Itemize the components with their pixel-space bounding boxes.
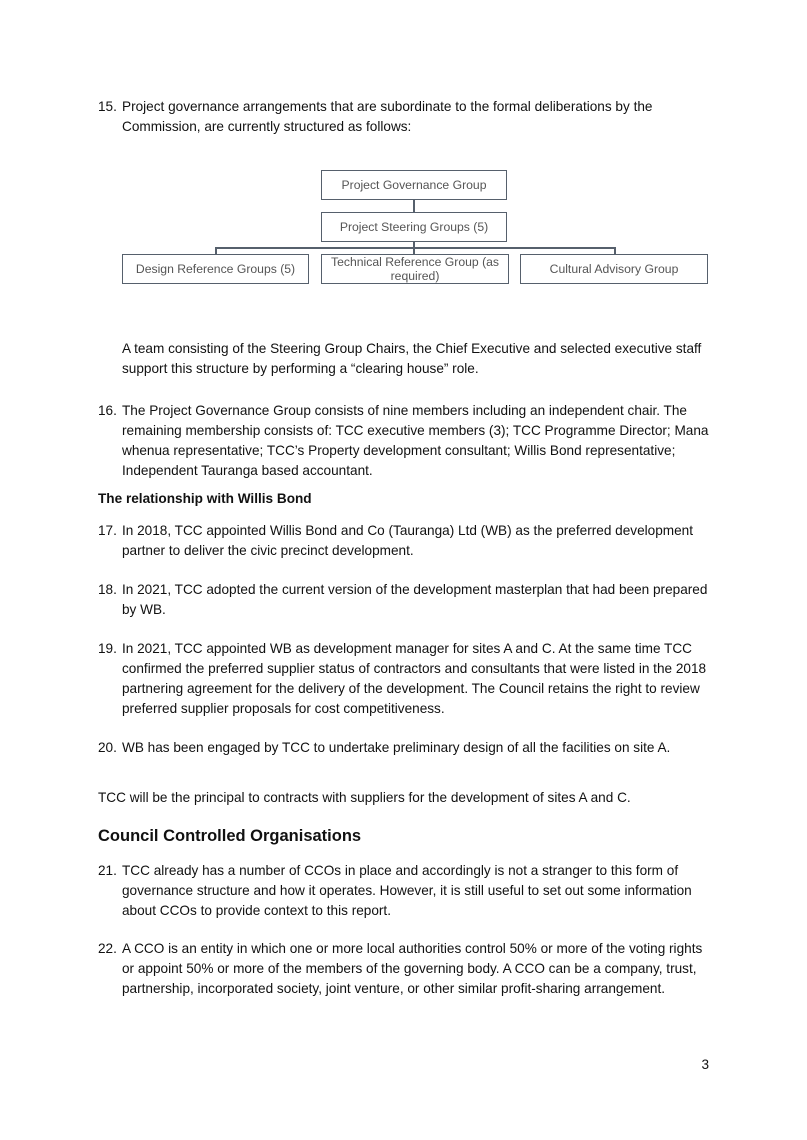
paragraph-text: A CCO is an entity in which one or more local authorities control 50% or more of the voting rights or appoint 50% or more of the members of the governing body. A CCO can be a company, trust, partnership, incorporated society, joint venture, or other similar profit-sharing arrangement. (122, 941, 703, 996)
section-heading: Council Controlled Organisations (98, 827, 362, 845)
org-box-governance-group: Project Governance Group (321, 170, 507, 200)
paragraph-number: 22. (98, 941, 117, 956)
page-number: 3 (701, 1057, 709, 1072)
paragraph-text: The Project Governance Group consists of nine members including an independent chair. The remaining membership consists of: TCC executive members (3); TCC Programme Director; Mana whenua representative; TCC’s Property development consultant; Willis Bond representative; Independent Tauranga based accountant. (122, 403, 709, 478)
paragraph-number: 15. (98, 99, 117, 114)
paragraph-text: TCC already has a number of CCOs in place and accordingly is not a stranger to this form of governance structure and how it operates. However, it is still useful to set out some information about CCOs to provide context to this report. (122, 863, 692, 918)
org-connector (413, 242, 415, 254)
org-box-steering-groups: Project Steering Groups (5) (321, 212, 507, 242)
paragraph-21 (98, 861, 718, 921)
paragraph-text: In 2021, TCC adopted the current version of the development masterplan that had been prepared by WB. (122, 582, 708, 617)
paragraph-text: In 2021, TCC appointed WB as development manager for sites A and C. At the same time TCC confirmed the preferred supplier status of contractors and consultants that were listed in the 2018 partnering agreement for the delivery of the development. The Council retains the right to review preferred supplier proposals for cost competitiveness. (122, 641, 707, 716)
paragraph-text: In 2018, TCC appointed Willis Bond and Co (Tauranga) Ltd (WB) as the preferred development partner to deliver the civic precinct development. (122, 523, 693, 558)
org-connector (215, 247, 217, 255)
paragraph-15 (98, 97, 718, 137)
paragraph-18 (98, 580, 718, 620)
paragraph-17 (98, 521, 718, 561)
paragraph-number: 18. (98, 582, 117, 597)
paragraph-19 (98, 639, 718, 719)
paragraph-text: Project governance arrangements that are subordinate to the formal deliberations by the Commission, are currently structured as follows: (122, 99, 653, 134)
org-connector-horizontal (215, 247, 615, 249)
paragraph-number: 19. (98, 641, 117, 656)
paragraph-16 (98, 401, 718, 481)
governance-org-chart (0, 0, 807, 300)
org-box-cultural-advisory: Cultural Advisory Group (520, 254, 708, 284)
org-connector (614, 247, 616, 255)
org-connector (413, 200, 415, 212)
paragraph-number: 17. (98, 523, 117, 538)
subheading-willis-bond: The relationship with Willis Bond (98, 491, 312, 506)
paragraph-20 (98, 738, 718, 758)
paragraph-number: 21. (98, 863, 117, 878)
paragraph-number: 20. (98, 740, 117, 755)
paragraph-22 (98, 939, 718, 999)
paragraph-number: 16. (98, 403, 117, 418)
org-box-technical-reference: Technical Reference Group (as required) (321, 254, 509, 284)
principal-text: TCC will be the principal to contracts with suppliers for the development of sites A and C. (98, 790, 631, 805)
clearing-house-text: A team consisting of the Steering Group Chairs, the Chief Executive and selected executive staff support this structure by performing a “clearing house” role. (122, 341, 702, 376)
org-box-design-reference: Design Reference Groups (5) (122, 254, 309, 284)
paragraph-text: WB has been engaged by TCC to undertake preliminary design of all the facilities on site A. (122, 740, 671, 755)
